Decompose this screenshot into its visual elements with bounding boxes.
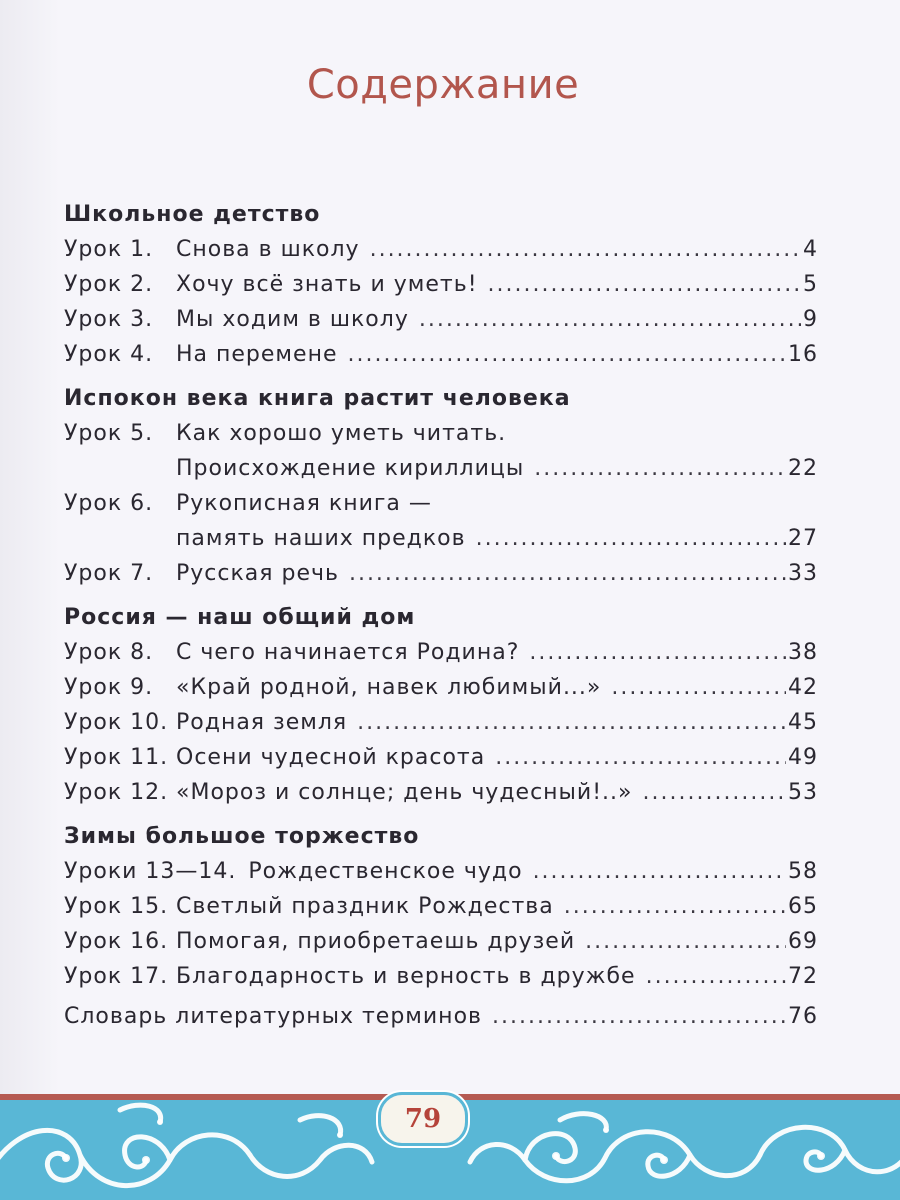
dot-leader [348,337,787,372]
lesson-number: Урок 3. [64,307,154,332]
lesson-number: Урок 12. [64,780,169,805]
toc-entry[interactable] [64,889,818,924]
page-ref: 45 [788,710,818,735]
lesson-title: Происхождение кириллицы [176,456,525,481]
page-ref: 65 [788,894,818,919]
page-ref: 9 [803,307,818,332]
page-ref: 5 [803,272,818,297]
lesson-title: Снова в школу [176,237,360,262]
lesson-title: Благодарность и верность в дружбе [176,964,636,989]
dot-leader [585,924,786,959]
page-ref: 33 [788,561,818,586]
lesson-title: Хочу всё знать и уметь! [176,272,478,297]
page-ref: 27 [788,526,818,551]
toc-entry[interactable] [64,670,818,705]
page-ref: 53 [788,780,818,805]
dot-leader [534,451,786,486]
page-ref: 16 [788,342,818,367]
toc-entry[interactable] [64,556,818,591]
dot-leader [529,635,786,670]
dot-leader [564,889,786,924]
page-ref: 38 [788,640,818,665]
section-title: Россия — наш общий дом [64,605,416,630]
toc-entry[interactable] [64,854,818,889]
dot-leader [643,775,787,810]
lesson-title: Осени чудесной красота [176,745,486,770]
lesson-title: память наших предков [176,526,466,551]
lesson-number: Урок 17. [64,964,169,989]
dot-leader [492,999,786,1034]
page-ref: 42 [788,675,818,700]
lesson-number: Урок 11. [64,745,169,770]
toc-entry[interactable] [64,337,818,372]
section-title: Зимы большое торжество [64,824,420,849]
lesson-number: Урок 9. [64,675,154,700]
toc-entry[interactable] [64,521,818,556]
page-ref: 22 [788,456,818,481]
section-title: Школьное детство [64,202,321,227]
toc-entry[interactable] [64,775,818,810]
dot-leader [533,854,786,889]
lesson-title: Русская речь [176,561,339,586]
page-ref: 72 [788,964,818,989]
dot-leader [349,556,786,591]
lesson-title: «Мороз и солнце; день чудесный!..» [176,780,633,805]
lesson-number: Урок 8. [64,640,154,665]
lesson-number: Урок 16. [64,929,169,954]
lesson-title: Рождественское чудо [248,859,523,884]
lesson-number: Урок 10. [64,710,169,735]
toc-entry[interactable] [64,451,818,486]
dot-leader [488,267,801,302]
lesson-number: Урок 5. [64,421,154,446]
dot-leader [646,959,786,994]
dictionary-title: Словарь литературных терминов [64,1004,482,1029]
lesson-number: Урок 6. [64,491,154,516]
lesson-title: Помогая, приобретаешь друзей [176,929,576,954]
dot-leader [370,232,801,267]
table-of-contents [64,198,818,1034]
lesson-title: Светлый праздник Рождества [176,894,554,919]
dot-leader [357,705,786,740]
toc-entry[interactable] [64,740,818,775]
page-ref: 69 [788,929,818,954]
lesson-number: Урок 2. [64,272,154,297]
dot-leader [495,740,786,775]
page-title: Содержание [306,62,580,108]
lesson-number: Урок 1. [64,237,154,262]
dot-leader [476,521,786,556]
lesson-title-line1: Рукописная книга — [176,491,432,516]
lesson-title: С чего начинается Родина? [176,640,520,665]
page-ref: 58 [788,859,818,884]
lesson-title: Родная земля [176,710,348,735]
dot-leader [611,670,786,705]
page-ref: 49 [788,745,818,770]
toc-entry[interactable] [64,302,818,337]
toc-entry[interactable] [64,635,818,670]
toc-entry[interactable] [64,705,818,740]
page-ref: 76 [788,1004,818,1029]
toc-entry-dictionary[interactable] [64,999,818,1034]
lesson-number: Урок 4. [64,342,154,367]
toc-entry-line1[interactable] [64,416,818,451]
dot-leader [419,302,801,337]
page-number-badge: 79 [378,1092,468,1146]
toc-entry[interactable] [64,924,818,959]
lesson-number: Уроки 13—14. [64,859,237,884]
toc-entry[interactable] [64,232,818,267]
lesson-title: Мы ходим в школу [176,307,409,332]
lesson-title: «Край родной, навек любимый...» [176,675,602,700]
lesson-title: На перемене [176,342,338,367]
page-ref: 4 [803,237,818,262]
lesson-title-line1: Как хорошо уметь читать. [176,421,507,446]
section-title: Испокон века книга растит человека [64,386,571,411]
lesson-number: Урок 7. [64,561,154,586]
lesson-number: Урок 15. [64,894,169,919]
toc-entry-line1[interactable] [64,486,818,521]
toc-entry[interactable] [64,267,818,302]
toc-entry[interactable] [64,959,818,994]
